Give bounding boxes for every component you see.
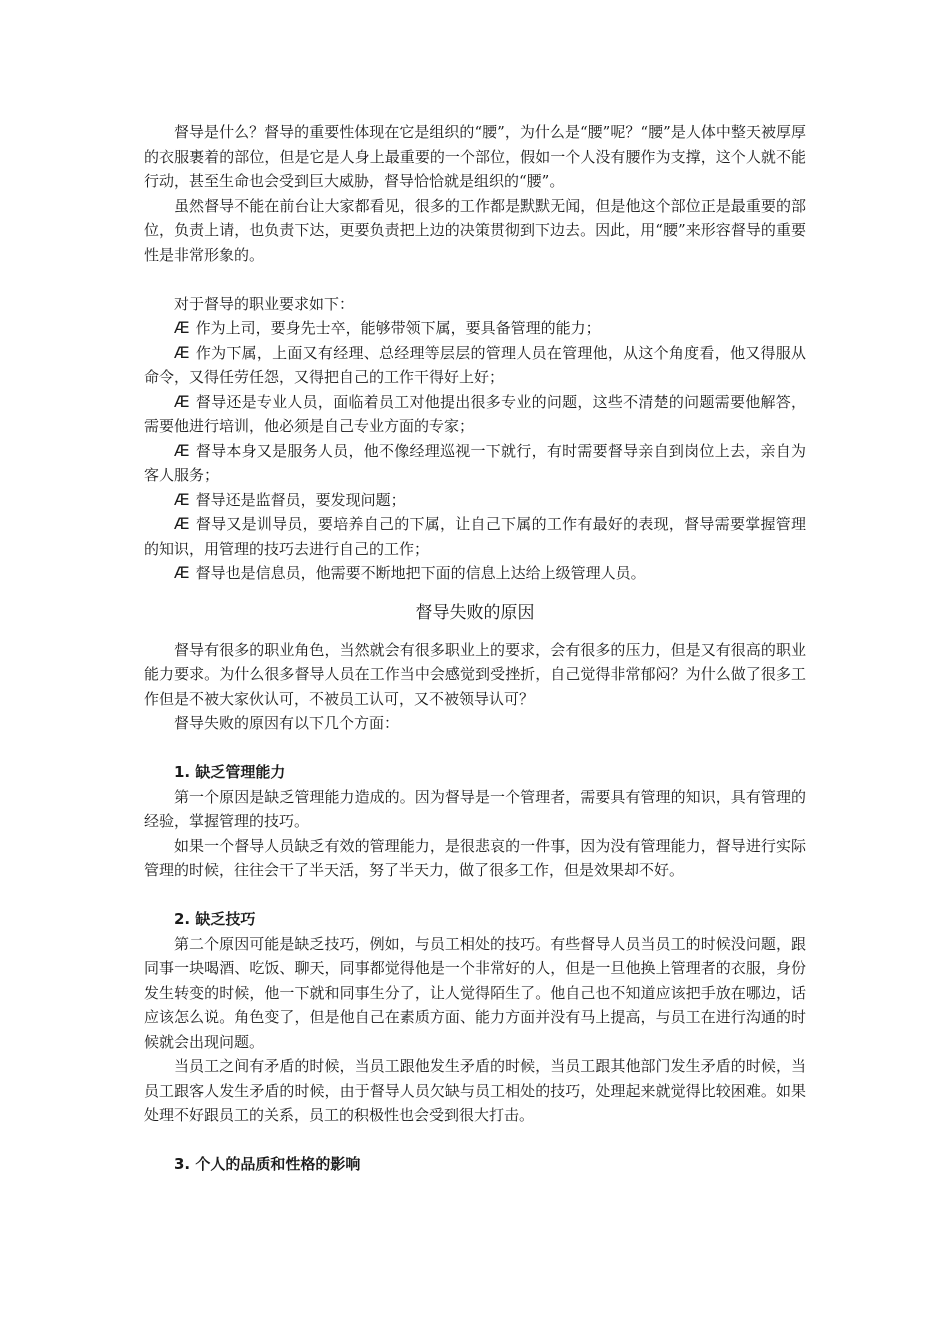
requirement-item bbox=[144, 439, 806, 488]
bullet-icon: Æ bbox=[174, 342, 190, 362]
requirement-text: 作为下属，上面又有经理、总经理等层层的管理人员在管理他，从这个角度看，他又得服从命令，又得任劳任怨，又得把自己的工作干得好上好； bbox=[144, 343, 806, 386]
subsection-heading-1: 1. 缺乏管理能力 bbox=[174, 763, 286, 781]
bullet-icon: Æ bbox=[174, 489, 190, 509]
spacer bbox=[144, 1128, 806, 1153]
requirement-text: 作为上司，要身先士卒，能够带领下属，要具备管理的能力； bbox=[195, 319, 601, 337]
bullet-icon: Æ bbox=[174, 318, 190, 337]
requirements-list bbox=[144, 316, 806, 586]
bullet-icon: Æ bbox=[174, 514, 190, 533]
document-page bbox=[144, 120, 806, 1177]
requirement-item bbox=[144, 512, 806, 561]
subsection-heading-2: 2. 缺乏技巧 bbox=[174, 910, 256, 928]
subsection-2-paragraph-2: 当员工之间有矛盾的时候，当员工跟他发生矛盾的时候，当员工跟其他部门发生矛盾的时候，当员工跟客人发生矛盾的时候，由于督导人员欠缺与员工相处的技巧，处理起来就觉得比较困难。如果处理不好跟员工的关系，员工的积极性也会受到很大打击。 bbox=[144, 1057, 806, 1124]
requirement-item bbox=[144, 341, 806, 390]
requirement-item bbox=[144, 390, 806, 439]
subsection-heading-3: 3. 个人的品质和性格的影响 bbox=[174, 1155, 361, 1173]
bullet-icon: Æ bbox=[174, 391, 190, 411]
requirement-item bbox=[144, 488, 806, 513]
subsection-1-paragraph-1: 第一个原因是缺乏管理能力造成的。因为督导是一个管理者，需要具有管理的知识，具有管理的经验，掌握管理的技巧。 bbox=[144, 787, 806, 830]
requirement-item bbox=[144, 561, 806, 586]
requirement-text: 督导也是信息员，他需要不断地把下面的信息上达给上级管理人员。 bbox=[195, 564, 646, 582]
section-title: 督导失败的原因 bbox=[415, 602, 535, 623]
requirement-text: 督导又是训导员，要培养自己的下属，让自己下属的工作有最好的表现，督导需要掌握管理的知识，用管理的技巧去进行自己的工作； bbox=[144, 515, 806, 558]
requirement-text: 督导还是专业人员，面临着员工对他提出很多专业的问题，这些不清楚的问题需要他解答，需要他进行培训，他必须是自己专业方面的专家； bbox=[144, 392, 806, 435]
requirement-item bbox=[144, 316, 806, 341]
failure-paragraph-1: 督导有很多的职业角色，当然就会有很多职业上的要求，会有很多的压力，但是又有很高的职业能力要求。为什么很多督导人员在工作当中会感觉到受挫折，自己觉得非常郁闷？为什么做了很多工作但是不被大家伙认可，不被员工认可，又不被领导认可？ bbox=[144, 640, 806, 708]
requirements-lead: 对于督导的职业要求如下： bbox=[174, 294, 355, 313]
requirement-text: 督导本身又是服务人员，他不像经理巡视一下就行，有时需要督导亲自到岗位上去，亲自为客人服务； bbox=[144, 441, 806, 484]
spacer bbox=[144, 736, 806, 761]
bullet-icon: Æ bbox=[174, 440, 190, 460]
bullet-icon: Æ bbox=[174, 563, 190, 582]
subsection-1-paragraph-2: 如果一个督导人员缺乏有效的管理能力，是很悲哀的一件事，因为没有管理能力，督导进行实际管理的时候，往往会干了半天活，努了半天力，做了很多工作，但是效果却不好。 bbox=[144, 836, 806, 879]
spacer bbox=[144, 267, 806, 292]
subsection-2-paragraph-1: 第二个原因可能是缺乏技巧，例如，与员工相处的技巧。有些督导人员当员工的时候没问题，跟同事一块喝酒、吃饭、聊天，同事都觉得他是一个非常好的人，但是一旦他换上管理者的衣服，身份发生转变的时候，他一下就和同事生分了，让人觉得陌生了。他自己也不知道应该把手放在哪边，话应该怎么说。角色变了，但是他自己在素质方面、能力方面并没有马上提高，与员工在进行沟通的时候就会出现问题。 bbox=[144, 934, 806, 1051]
failure-paragraph-2: 督导失败的原因有以下几个方面： bbox=[174, 714, 400, 732]
requirement-text: 督导还是监督员，要发现问题； bbox=[195, 490, 406, 509]
intro-paragraph-1: 督导是什么？督导的重要性体现在它是组织的“腰”，为什么是“腰”呢？“腰”是人体中整天被厚厚的衣服裹着的部位，但是它是人身上最重要的一个部位，假如一个人没有腰作为支撑，这个人就不能行动，甚至生命也会受到巨大威胁，督导恰恰就是组织的“腰”。 bbox=[144, 123, 806, 190]
intro-paragraph-2: 虽然督导不能在前台让大家都看见，很多的工作都是默默无闻，但是他这个部位正是最重要的部位，负责上请，也负责下达，更要负责把上边的决策贯彻到下边去。因此，用“腰”来形容督导的重要性是非常形象的。 bbox=[144, 196, 806, 264]
spacer bbox=[144, 883, 806, 908]
